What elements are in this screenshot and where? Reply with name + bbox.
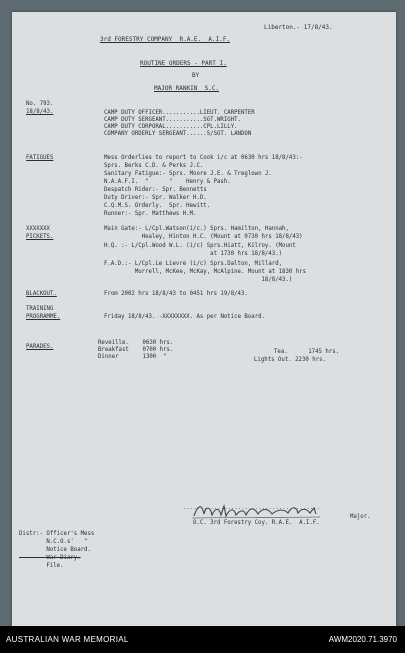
- signature-unit: O.C. 3rd Forestry Coy. R.A.E. A.I.F.: [193, 520, 320, 526]
- duty-line: CAMP DUTY OFFICER...........LIEUT. CARPENTER: [104, 110, 255, 116]
- pickets-heading: PICKETS.: [26, 234, 54, 240]
- archive-footer: [0, 626, 405, 653]
- picket-line: 18/8/43.): [104, 277, 293, 283]
- blackout-text: From 2002 hrs 18/8/43 to 0451 hrs 19/8/43.: [104, 291, 248, 297]
- fatigue-line: Sanitary Fatigue:- Sprs. Moore J.E. & Treglown J.: [104, 171, 272, 177]
- order-number: No. 793.: [26, 101, 54, 107]
- pickets-heading-struck: XXXXXXX: [26, 226, 50, 232]
- by-line: BY: [192, 72, 200, 79]
- fatigue-line: Runner:- Spr. Matthews H.M.: [104, 211, 197, 217]
- parade-line: Lights Out. 2230 hrs.: [254, 357, 326, 363]
- fatigues-heading: FATIGUES: [26, 155, 54, 161]
- training-heading-2: PROGRAMME.: [26, 314, 61, 320]
- parade-line: Dinner 1300 ": [98, 354, 167, 360]
- archive-name: AUSTRALIAN WAR MEMORIAL: [6, 635, 129, 644]
- blackout-heading: BLACKOUT.: [26, 291, 57, 297]
- distribution-line: N.C.O.s' ": [19, 539, 88, 545]
- archive-reference: AWM2020.71.3970: [328, 635, 397, 644]
- fatigue-line: Duty Driver:- Spr. Walker H.D.: [104, 195, 207, 201]
- duty-line: COMPANY ORDERLY SERGEANT......S/SGT. LANDON: [104, 131, 252, 137]
- training-instruction: As per Notice Board.: [193, 314, 265, 320]
- distribution-line: Distr:- Officer's Mess: [19, 531, 95, 537]
- document-title: ROUTINE ORDERS - PART I.: [140, 60, 227, 67]
- parades-heading: PARADES.: [26, 344, 54, 350]
- fatigue-line: Mess Orderlies to report to Cook i/c at 0630 hrs 18/8/43:-: [104, 155, 303, 161]
- picket-line: H.Q. :- L/Cpl.Wood W.L. (i/c) Sprs.Hiatt, Kilroy. (Mount: [104, 243, 296, 249]
- fatigue-line: Despatch Rider:- Spr. Bennetts: [104, 187, 207, 193]
- training-heading-1: TRAINING: [26, 306, 54, 312]
- signature-rank: Major.: [350, 514, 371, 520]
- signature-dots: ........................................: [183, 505, 320, 511]
- picket-line: Main Gate:- L/Cpl.Watson(i/c.) Sprs. Hamilton, Hannah,: [104, 226, 289, 232]
- picket-line: F.A.D.:- L/Cpl.Le Lievre (i/c) Sprs.Dalton, Millard,: [104, 261, 283, 267]
- parade-line: Reveille. 0630 hrs.: [98, 340, 174, 346]
- order-date: 18/8/43.: [26, 109, 54, 115]
- document-page: [12, 12, 396, 626]
- duty-line: CAMP DUTY CORPORAL...........CPL.LILLY.: [104, 124, 238, 130]
- distribution-line: Notice Board.: [19, 547, 91, 553]
- duty-line: CAMP DUTY SERGEANT...........SGT.WRIGHT.: [104, 117, 241, 123]
- place-date: Liberton.- 17/8/43.: [264, 24, 333, 31]
- distribution-line: File.: [19, 563, 64, 569]
- fatigue-line: N.A.A.F.I. " " Henry & Pash.: [104, 179, 231, 185]
- unit-heading: 3rd FORESTRY COMPANY R.A.E. A.I.F.: [100, 36, 231, 43]
- picket-line: at 1730 hrs 18/8/43.): [104, 251, 283, 257]
- parade-line: Breakfast 0700 hrs.: [98, 347, 174, 353]
- issuing-officer: MAJOR RANKIN S.C.: [154, 85, 220, 92]
- fatigue-line: Sprs. Berks C.D. & Perks J.C.: [104, 163, 204, 169]
- fatigue-line: C.Q.M.S. Orderly. Spr. Hewitt.: [104, 203, 211, 209]
- parade-line: Tea. 1745 hrs.: [274, 349, 340, 355]
- picket-line: Murrell, McKee, McKay, McAlpine. Mount at 1830 hrs: [104, 269, 307, 275]
- training-date: Friday 18/8/43.: [104, 314, 156, 320]
- training-text: [104, 314, 265, 322]
- distribution-line-struck: War Diary.: [19, 555, 81, 561]
- training-struck-text: -XXXXXXXX.: [158, 314, 194, 320]
- picket-line: Healey, Hinton H.C. (Mount at 0730 hrs 18/8/43): [104, 234, 303, 240]
